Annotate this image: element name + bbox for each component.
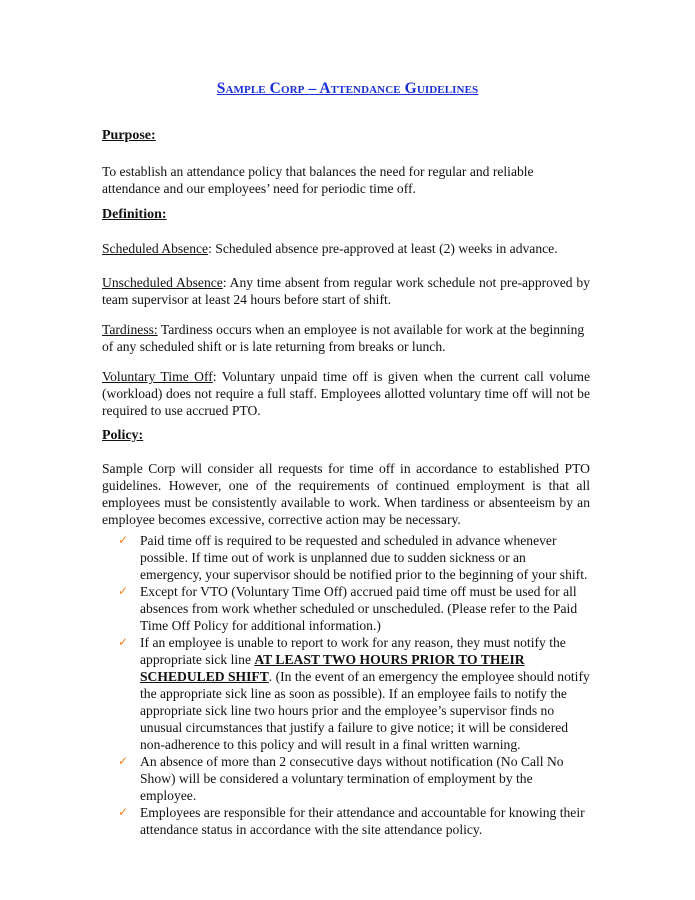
- definition-scheduled-absence: Scheduled Absence: Scheduled absence pre-approved at least (2) weeks in advance.: [102, 241, 558, 256]
- purpose-text: To establish an attendance policy that balances the need for regular and reliable attendance and our employees’ need for periodic time off.: [102, 164, 534, 196]
- term-text: Voluntary unpaid time off is given when the current call volume (workload) does not require a full staff. Employees allotted voluntary time off will not be required to use accrued PTO.: [102, 369, 590, 418]
- checkmark-icon: ✓: [118, 584, 129, 598]
- checkmark-icon: ✓: [118, 635, 129, 649]
- policy-bullet-list: [118, 532, 590, 838]
- bullet-emphasis: AT LEAST TWO HOURS PRIOR TO THEIR SCHEDULED SHIFT: [140, 652, 525, 684]
- checkmark-icon: ✓: [118, 805, 129, 819]
- definition-tardiness: [102, 321, 590, 355]
- term-text: Any time absent from regular work schedule not pre-approved by team supervisor at least 24 hours before start of shift.: [102, 275, 590, 307]
- bullet-text: If an employee is unable to report to work for any reason, they must notify the appropriate sick line: [140, 635, 566, 667]
- term-text: Tardiness occurs when an employee is not available for work at the beginning of any scheduled shift or is late returning from breaks or lunch.: [102, 322, 585, 354]
- term-label: Voluntary Time Off: [102, 369, 213, 384]
- bullet-text: Employees are responsible for their attendance and accountable for knowing their attendance status in accordance with the site attendance policy.: [140, 805, 585, 837]
- definition-voluntary-time-off: Voluntary Time Off: Voluntary unpaid time off is given when the current call volume (workload) does not require a full staff. Employees allotted voluntary time off will not be required to use accrued PTO.: [102, 369, 590, 418]
- checkmark-icon: ✓: [118, 533, 129, 547]
- purpose-heading: Purpose:: [102, 128, 156, 143]
- checkmark-icon: ✓: [118, 754, 129, 768]
- bullet-text: An absence of more than 2 consecutive days without notification (No Call No Show) will be considered a voluntary termination of employment by the employee.: [140, 754, 564, 803]
- document-title: Sample Corp – Attendance Guidelines: [216, 80, 479, 97]
- policy-bullet: [118, 753, 590, 804]
- bullet-text: Paid time off is required to be requested and scheduled in advance whenever possible. If time out of work is unplanned due to sudden sickness or an emergency, your supervisor should be notified prior to the beginning of your shift.: [140, 533, 588, 582]
- policy-heading: Policy:: [102, 428, 144, 443]
- bullet-text-continued: . (In the event of an emergency the employee should notify the appropriate sick line as soon as possible). If an employee fails to notify the appropriate sick line two hours prior and the employee’s supervisor finds no unusual circumstances that justify a failure to give notice; it will be considered non-adherence to this policy and will result in a final written warning.: [140, 669, 590, 752]
- policy-intro: Sample Corp will consider all requests for time off in accordance to established PTO guidelines. However, one of the requirements of continued employment is that all employees must be consistently available to work. When tardiness or absenteeism by an employee becomes excessive, corrective action may be necessary.: [102, 461, 590, 527]
- term-label: Scheduled Absence: [102, 241, 209, 256]
- policy-bullet: [118, 634, 590, 753]
- policy-bullet: [118, 583, 590, 634]
- policy-bullet: [118, 532, 590, 583]
- definition-heading: Definition:: [102, 207, 167, 222]
- term-label: Unscheduled Absence: [102, 275, 223, 290]
- policy-bullet: [118, 804, 590, 838]
- term-text: Scheduled absence pre-approved at least (2) weeks in advance.: [215, 241, 558, 256]
- bullet-text: Except for VTO (Voluntary Time Off) accrued paid time off must be used for all absences from work whether scheduled or unscheduled. (Please refer to the Paid Time Off Policy for additional information.): [140, 584, 578, 633]
- term-label: Tardiness:: [102, 322, 158, 337]
- definition-unscheduled-absence: Unscheduled Absence: Any time absent from regular work schedule not pre-approved by team supervisor at least 24 hours before start of shift.: [102, 275, 590, 307]
